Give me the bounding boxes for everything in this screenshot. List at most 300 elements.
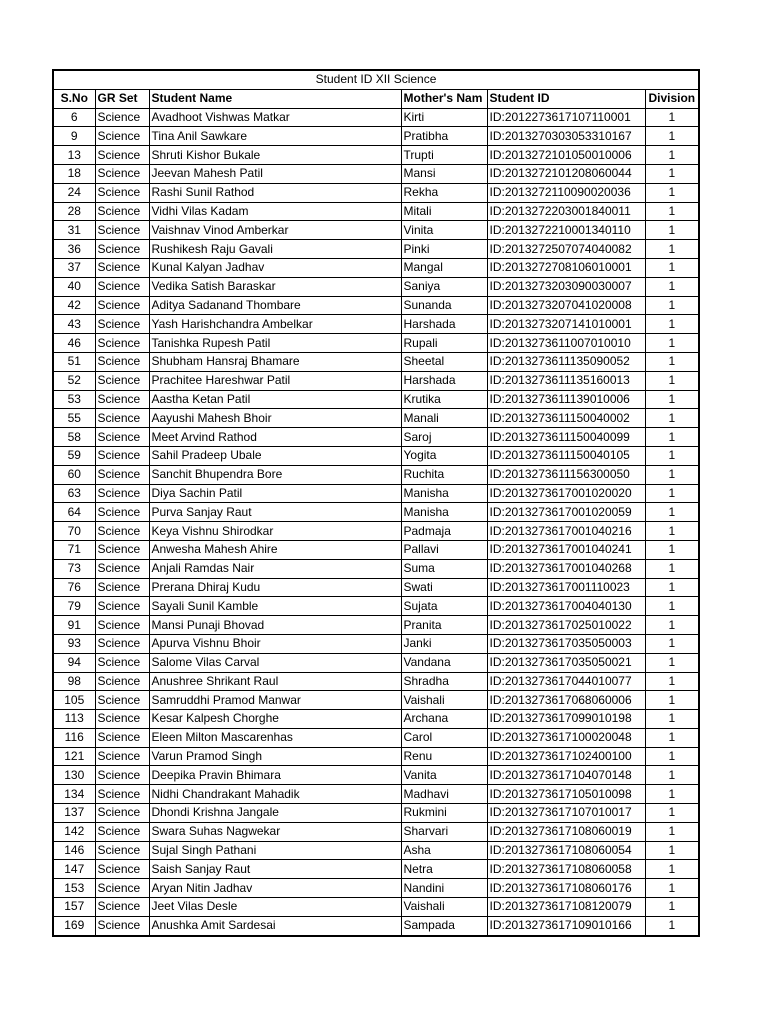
cell-division[interactable]: 1 — [645, 559, 699, 578]
cell-gr-set[interactable]: Science — [95, 503, 149, 522]
cell-gr-set[interactable]: Science — [95, 898, 149, 917]
cell-mother-name[interactable]: Harshada — [401, 315, 487, 334]
cell-student-id[interactable]: ID:2013272507074040082 — [487, 240, 645, 259]
cell-mother-name[interactable]: Rekha — [401, 183, 487, 202]
cell-gr-set[interactable]: Science — [95, 822, 149, 841]
cell-student-name[interactable]: Jeevan Mahesh Patil — [149, 164, 401, 183]
cell-sno[interactable]: 169 — [53, 916, 95, 935]
cell-sno[interactable]: 42 — [53, 296, 95, 315]
table-row — [53, 616, 699, 635]
cell-student-id[interactable]: ID:2013273617108060054 — [487, 841, 645, 860]
cell-mother-name[interactable]: Ruchita — [401, 465, 487, 484]
cell-division[interactable]: 1 — [645, 597, 699, 616]
cell-student-id[interactable]: ID:2013273617044010077 — [487, 672, 645, 691]
cell-division[interactable]: 1 — [645, 616, 699, 635]
table-row — [53, 653, 699, 672]
cell-student-name[interactable]: Meet Arvind Rathod — [149, 428, 401, 447]
cell-sno[interactable]: 40 — [53, 277, 95, 296]
cell-mother-name[interactable]: Manisha — [401, 503, 487, 522]
cell-gr-set[interactable]: Science — [95, 616, 149, 635]
cell-mother-name[interactable]: Shradha — [401, 672, 487, 691]
cell-gr-set[interactable]: Science — [95, 785, 149, 804]
cell-sno[interactable]: 36 — [53, 240, 95, 259]
cell-division[interactable]: 1 — [645, 484, 699, 503]
cell-division[interactable]: 1 — [645, 898, 699, 917]
cell-division[interactable]: 1 — [645, 164, 699, 183]
table-row — [53, 860, 699, 879]
cell-student-id[interactable]: ID:2013273617108060019 — [487, 822, 645, 841]
cell-sno[interactable]: 116 — [53, 728, 95, 747]
cell-sno[interactable]: 73 — [53, 559, 95, 578]
cell-mother-name[interactable]: Madhavi — [401, 785, 487, 804]
cell-gr-set[interactable]: Science — [95, 371, 149, 390]
header-gr-set[interactable]: GR Set — [95, 89, 149, 108]
cell-gr-set[interactable]: Science — [95, 240, 149, 259]
table-row — [53, 522, 699, 541]
cell-mother-name[interactable]: Asha — [401, 841, 487, 860]
cell-student-id[interactable]: ID:2013273617001020020 — [487, 484, 645, 503]
cell-student-id[interactable]: ID:2013273617001020059 — [487, 503, 645, 522]
cell-gr-set[interactable]: Science — [95, 390, 149, 409]
cell-mother-name[interactable]: Saniya — [401, 277, 487, 296]
cell-student-name[interactable]: Anjali Ramdas Nair — [149, 559, 401, 578]
cell-mother-name[interactable]: Sujata — [401, 597, 487, 616]
cell-mother-name[interactable]: Swati — [401, 578, 487, 597]
cell-student-name[interactable]: Shruti Kishor Bukale — [149, 146, 401, 165]
cell-division[interactable]: 1 — [645, 146, 699, 165]
cell-student-name[interactable]: Tanishka Rupesh Patil — [149, 334, 401, 353]
table-row — [53, 804, 699, 823]
cell-student-id[interactable]: ID:2013273617108060058 — [487, 860, 645, 879]
cell-division[interactable]: 1 — [645, 202, 699, 221]
cell-sno[interactable]: 37 — [53, 258, 95, 277]
cell-student-name[interactable]: Apurva Vishnu Bhoir — [149, 634, 401, 653]
cell-mother-name[interactable]: Archana — [401, 710, 487, 729]
cell-division[interactable]: 1 — [645, 503, 699, 522]
cell-division[interactable]: 1 — [645, 879, 699, 898]
cell-division[interactable]: 1 — [645, 409, 699, 428]
title-row — [53, 70, 699, 89]
cell-student-name[interactable]: Vaishnav Vinod Amberkar — [149, 221, 401, 240]
cell-sno[interactable]: 137 — [53, 804, 95, 823]
cell-sno[interactable]: 63 — [53, 484, 95, 503]
cell-student-id[interactable]: ID:2013273611150040105 — [487, 446, 645, 465]
cell-division[interactable]: 1 — [645, 183, 699, 202]
cell-gr-set[interactable]: Science — [95, 108, 149, 127]
table-row — [53, 446, 699, 465]
cell-student-name[interactable]: Yash Harishchandra Ambelkar — [149, 315, 401, 334]
table-row — [53, 183, 699, 202]
cell-mother-name[interactable]: Mitali — [401, 202, 487, 221]
header-mother-name[interactable]: Mother's Nam — [401, 89, 487, 108]
cell-sno[interactable]: 91 — [53, 616, 95, 635]
cell-student-id[interactable]: ID:2013273617035050021 — [487, 653, 645, 672]
cell-division[interactable]: 1 — [645, 108, 699, 127]
table-row — [53, 785, 699, 804]
cell-student-id[interactable]: ID:2013273617001040216 — [487, 522, 645, 541]
cell-sno[interactable]: 79 — [53, 597, 95, 616]
cell-student-id[interactable]: ID:2013272708106010001 — [487, 258, 645, 277]
cell-division[interactable]: 1 — [645, 240, 699, 259]
cell-sno[interactable]: 105 — [53, 691, 95, 710]
cell-student-id[interactable]: ID:2013273611007010010 — [487, 334, 645, 353]
cell-student-name[interactable]: Prerana Dhiraj Kudu — [149, 578, 401, 597]
cell-student-id[interactable]: ID:2013273617104070148 — [487, 766, 645, 785]
cell-sno[interactable]: 94 — [53, 653, 95, 672]
table-row — [53, 728, 699, 747]
cell-sno[interactable]: 53 — [53, 390, 95, 409]
table-body — [53, 108, 699, 936]
table-row — [53, 879, 699, 898]
cell-sno[interactable]: 46 — [53, 334, 95, 353]
cell-student-name[interactable]: Anushka Amit Sardesai — [149, 916, 401, 935]
table-row — [53, 108, 699, 127]
table-row — [53, 428, 699, 447]
cell-mother-name[interactable]: Manisha — [401, 484, 487, 503]
cell-sno[interactable]: 147 — [53, 860, 95, 879]
cell-student-id[interactable]: ID:2013273203090030007 — [487, 277, 645, 296]
cell-sno[interactable]: 60 — [53, 465, 95, 484]
cell-sno[interactable]: 52 — [53, 371, 95, 390]
table-row — [53, 352, 699, 371]
cell-mother-name[interactable]: Sampada — [401, 916, 487, 935]
cell-student-id[interactable]: ID:2013272203001840011 — [487, 202, 645, 221]
cell-mother-name[interactable]: Vaishali — [401, 691, 487, 710]
cell-division[interactable]: 1 — [645, 296, 699, 315]
cell-gr-set[interactable]: Science — [95, 653, 149, 672]
cell-student-id[interactable]: ID:2013273617001110023 — [487, 578, 645, 597]
cell-student-name[interactable]: Kesar Kalpesh Chorghe — [149, 710, 401, 729]
cell-student-name[interactable]: Sayali Sunil Kamble — [149, 597, 401, 616]
cell-mother-name[interactable]: Kirti — [401, 108, 487, 127]
cell-gr-set[interactable]: Science — [95, 146, 149, 165]
cell-student-name[interactable]: Eleen Milton Mascarenhas — [149, 728, 401, 747]
table-row — [53, 634, 699, 653]
cell-division[interactable]: 1 — [645, 465, 699, 484]
cell-student-id[interactable]: ID:2013273617108120079 — [487, 898, 645, 917]
cell-division[interactable]: 1 — [645, 334, 699, 353]
cell-mother-name[interactable]: Mangal — [401, 258, 487, 277]
cell-division[interactable]: 1 — [645, 634, 699, 653]
cell-student-name[interactable]: Saish Sanjay Raut — [149, 860, 401, 879]
cell-student-id[interactable]: ID:2013273617105010098 — [487, 785, 645, 804]
cell-sno[interactable]: 146 — [53, 841, 95, 860]
cell-division[interactable]: 1 — [645, 804, 699, 823]
cell-sno[interactable]: 130 — [53, 766, 95, 785]
cell-student-id[interactable]: ID:2013273617004040130 — [487, 597, 645, 616]
cell-sno[interactable]: 76 — [53, 578, 95, 597]
cell-student-id[interactable]: ID:2013272101208060044 — [487, 164, 645, 183]
cell-gr-set[interactable]: Science — [95, 916, 149, 935]
cell-student-name[interactable]: Deepika Pravin Bhimara — [149, 766, 401, 785]
cell-student-id[interactable]: ID:2013273611135160013 — [487, 371, 645, 390]
cell-mother-name[interactable]: Mansi — [401, 164, 487, 183]
cell-student-name[interactable]: Prachitee Hareshwar Patil — [149, 371, 401, 390]
cell-student-name[interactable]: Sahil Pradeep Ubale — [149, 446, 401, 465]
cell-student-id[interactable]: ID:2013273617102400100 — [487, 747, 645, 766]
cell-student-name[interactable]: Vedika Satish Baraskar — [149, 277, 401, 296]
cell-student-name[interactable]: Anushree Shrikant Raul — [149, 672, 401, 691]
cell-gr-set[interactable]: Science — [95, 352, 149, 371]
cell-student-id[interactable]: ID:2013272210001340110 — [487, 221, 645, 240]
cell-sno[interactable]: 134 — [53, 785, 95, 804]
table-row — [53, 766, 699, 785]
table-row — [53, 371, 699, 390]
cell-gr-set[interactable]: Science — [95, 183, 149, 202]
cell-sno[interactable]: 121 — [53, 747, 95, 766]
cell-division[interactable]: 1 — [645, 371, 699, 390]
cell-division[interactable]: 1 — [645, 841, 699, 860]
cell-mother-name[interactable]: Rupali — [401, 334, 487, 353]
cell-mother-name[interactable]: Carol — [401, 728, 487, 747]
cell-student-name[interactable]: Aastha Ketan Patil — [149, 390, 401, 409]
cell-student-name[interactable]: Rushikesh Raju Gavali — [149, 240, 401, 259]
cell-student-name[interactable]: Vidhi Vilas Kadam — [149, 202, 401, 221]
cell-mother-name[interactable]: Nandini — [401, 879, 487, 898]
cell-mother-name[interactable]: Manali — [401, 409, 487, 428]
table-row — [53, 898, 699, 917]
cell-sno[interactable]: 70 — [53, 522, 95, 541]
cell-gr-set[interactable]: Science — [95, 540, 149, 559]
cell-division[interactable]: 1 — [645, 352, 699, 371]
cell-student-name[interactable]: Anwesha Mahesh Ahire — [149, 540, 401, 559]
cell-division[interactable]: 1 — [645, 315, 699, 334]
cell-student-name[interactable]: Samruddhi Pramod Manwar — [149, 691, 401, 710]
cell-student-id[interactable]: ID:2013273617108060176 — [487, 879, 645, 898]
cell-student-name[interactable]: Dhondi Krishna Jangale — [149, 804, 401, 823]
cell-division[interactable]: 1 — [645, 766, 699, 785]
cell-student-name[interactable]: Rashi Sunil Rathod — [149, 183, 401, 202]
cell-gr-set[interactable]: Science — [95, 334, 149, 353]
cell-mother-name[interactable]: Vaishali — [401, 898, 487, 917]
cell-gr-set[interactable]: Science — [95, 710, 149, 729]
header-sno[interactable]: S.No — [53, 89, 95, 108]
cell-sno[interactable]: 64 — [53, 503, 95, 522]
header-student-id[interactable]: Student ID — [487, 89, 645, 108]
header-student-name[interactable]: Student Name — [149, 89, 401, 108]
cell-gr-set[interactable]: Science — [95, 164, 149, 183]
cell-student-id[interactable]: ID:2013273617099010198 — [487, 710, 645, 729]
cell-gr-set[interactable]: Science — [95, 747, 149, 766]
cell-sno[interactable]: 51 — [53, 352, 95, 371]
cell-student-name[interactable]: Keya Vishnu Shirodkar — [149, 522, 401, 541]
cell-gr-set[interactable]: Science — [95, 428, 149, 447]
cell-student-id[interactable]: ID:2013272110090020036 — [487, 183, 645, 202]
cell-gr-set[interactable]: Science — [95, 522, 149, 541]
cell-sno[interactable]: 153 — [53, 879, 95, 898]
cell-student-name[interactable]: Mansi Punaji Bhovad — [149, 616, 401, 635]
cell-student-name[interactable]: Sanchit Bhupendra Bore — [149, 465, 401, 484]
cell-division[interactable]: 1 — [645, 785, 699, 804]
cell-sno[interactable]: 157 — [53, 898, 95, 917]
cell-mother-name[interactable]: Yogita — [401, 446, 487, 465]
cell-gr-set[interactable]: Science — [95, 484, 149, 503]
cell-student-id[interactable]: ID:2013270303053310167 — [487, 127, 645, 146]
cell-mother-name[interactable]: Pallavi — [401, 540, 487, 559]
cell-gr-set[interactable]: Science — [95, 804, 149, 823]
cell-gr-set[interactable]: Science — [95, 597, 149, 616]
cell-gr-set[interactable]: Science — [95, 634, 149, 653]
cell-student-id[interactable]: ID:2013273611150040099 — [487, 428, 645, 447]
table-row — [53, 559, 699, 578]
cell-gr-set[interactable]: Science — [95, 559, 149, 578]
cell-student-name[interactable]: Varun Pramod Singh — [149, 747, 401, 766]
table-row — [53, 672, 699, 691]
cell-division[interactable]: 1 — [645, 578, 699, 597]
cell-student-name[interactable]: Salome Vilas Carval — [149, 653, 401, 672]
cell-student-id[interactable]: ID:2013273617109010166 — [487, 916, 645, 935]
cell-student-id[interactable]: ID:2013273611139010006 — [487, 390, 645, 409]
cell-division[interactable]: 1 — [645, 221, 699, 240]
cell-mother-name[interactable]: Sharvari — [401, 822, 487, 841]
cell-mother-name[interactable]: Pranita — [401, 616, 487, 635]
cell-division[interactable]: 1 — [645, 653, 699, 672]
cell-sno[interactable]: 6 — [53, 108, 95, 127]
cell-gr-set[interactable]: Science — [95, 409, 149, 428]
cell-student-name[interactable]: Purva Sanjay Raut — [149, 503, 401, 522]
cell-student-name[interactable]: Tina Anil Sawkare — [149, 127, 401, 146]
table-row — [53, 390, 699, 409]
cell-division[interactable]: 1 — [645, 127, 699, 146]
cell-gr-set[interactable]: Science — [95, 296, 149, 315]
cell-mother-name[interactable]: Vinita — [401, 221, 487, 240]
cell-student-id[interactable]: ID:2013273207141010001 — [487, 315, 645, 334]
cell-sno[interactable]: 31 — [53, 221, 95, 240]
table-row — [53, 221, 699, 240]
cell-mother-name[interactable]: Harshada — [401, 371, 487, 390]
cell-student-id[interactable]: ID:2013273611135090052 — [487, 352, 645, 371]
cell-division[interactable]: 1 — [645, 747, 699, 766]
cell-student-name[interactable]: Diya Sachin Patil — [149, 484, 401, 503]
cell-division[interactable]: 1 — [645, 258, 699, 277]
cell-gr-set[interactable]: Science — [95, 728, 149, 747]
cell-gr-set[interactable]: Science — [95, 860, 149, 879]
cell-student-name[interactable]: Avadhoot Vishwas Matkar — [149, 108, 401, 127]
cell-student-id[interactable]: ID:2013272101050010006 — [487, 146, 645, 165]
cell-student-name[interactable]: Swara Suhas Nagwekar — [149, 822, 401, 841]
cell-division[interactable]: 1 — [645, 916, 699, 935]
cell-sno[interactable]: 71 — [53, 540, 95, 559]
cell-student-id[interactable]: ID:2013273617001040268 — [487, 559, 645, 578]
cell-sno[interactable]: 98 — [53, 672, 95, 691]
cell-mother-name[interactable]: Vandana — [401, 653, 487, 672]
cell-gr-set[interactable]: Science — [95, 258, 149, 277]
cell-sno[interactable]: 113 — [53, 710, 95, 729]
cell-gr-set[interactable]: Science — [95, 691, 149, 710]
cell-division[interactable]: 1 — [645, 672, 699, 691]
cell-division[interactable]: 1 — [645, 691, 699, 710]
cell-gr-set[interactable]: Science — [95, 127, 149, 146]
cell-mother-name[interactable]: Renu — [401, 747, 487, 766]
sheet-title[interactable]: Student ID XII Science — [53, 70, 699, 89]
cell-student-name[interactable]: Sujal Singh Pathani — [149, 841, 401, 860]
cell-gr-set[interactable]: Science — [95, 766, 149, 785]
cell-sno[interactable]: 18 — [53, 164, 95, 183]
cell-mother-name[interactable]: Rukmini — [401, 804, 487, 823]
cell-student-name[interactable]: Nidhi Chandrakant Mahadik — [149, 785, 401, 804]
cell-division[interactable]: 1 — [645, 390, 699, 409]
cell-student-id[interactable]: ID:2013273611150040002 — [487, 409, 645, 428]
table-row — [53, 597, 699, 616]
cell-student-id[interactable]: ID:2013273617107010017 — [487, 804, 645, 823]
cell-student-id[interactable]: ID:2012273617107110001 — [487, 108, 645, 127]
cell-sno[interactable]: 28 — [53, 202, 95, 221]
cell-gr-set[interactable]: Science — [95, 277, 149, 296]
cell-student-id[interactable]: ID:2013273617035050003 — [487, 634, 645, 653]
cell-mother-name[interactable]: Suma — [401, 559, 487, 578]
table-row — [53, 146, 699, 165]
cell-division[interactable]: 1 — [645, 428, 699, 447]
cell-mother-name[interactable]: Sunanda — [401, 296, 487, 315]
cell-sno[interactable]: 93 — [53, 634, 95, 653]
cell-student-name[interactable]: Kunal Kalyan Jadhav — [149, 258, 401, 277]
cell-mother-name[interactable]: Saroj — [401, 428, 487, 447]
cell-division[interactable]: 1 — [645, 446, 699, 465]
cell-mother-name[interactable]: Pinki — [401, 240, 487, 259]
cell-division[interactable]: 1 — [645, 822, 699, 841]
cell-sno[interactable]: 55 — [53, 409, 95, 428]
cell-division[interactable]: 1 — [645, 728, 699, 747]
cell-division[interactable]: 1 — [645, 277, 699, 296]
cell-gr-set[interactable]: Science — [95, 672, 149, 691]
cell-gr-set[interactable]: Science — [95, 578, 149, 597]
cell-student-id[interactable]: ID:2013273611156300050 — [487, 465, 645, 484]
cell-sno[interactable]: 142 — [53, 822, 95, 841]
cell-gr-set[interactable]: Science — [95, 841, 149, 860]
cell-sno[interactable]: 59 — [53, 446, 95, 465]
cell-sno[interactable]: 58 — [53, 428, 95, 447]
cell-student-id[interactable]: ID:2013273617100020048 — [487, 728, 645, 747]
cell-student-name[interactable]: Aayushi Mahesh Bhoir — [149, 409, 401, 428]
cell-student-name[interactable]: Shubham Hansraj Bhamare — [149, 352, 401, 371]
cell-mother-name[interactable]: Pratibha — [401, 127, 487, 146]
cell-division[interactable]: 1 — [645, 522, 699, 541]
cell-sno[interactable]: 13 — [53, 146, 95, 165]
cell-gr-set[interactable]: Science — [95, 202, 149, 221]
cell-mother-name[interactable]: Padmaja — [401, 522, 487, 541]
cell-sno[interactable]: 9 — [53, 127, 95, 146]
cell-mother-name[interactable]: Sheetal — [401, 352, 487, 371]
table-row — [53, 164, 699, 183]
cell-gr-set[interactable]: Science — [95, 879, 149, 898]
cell-student-id[interactable]: ID:2013273617001040241 — [487, 540, 645, 559]
cell-division[interactable]: 1 — [645, 710, 699, 729]
cell-sno[interactable]: 43 — [53, 315, 95, 334]
cell-gr-set[interactable]: Science — [95, 221, 149, 240]
cell-mother-name[interactable]: Krutika — [401, 390, 487, 409]
table-row — [53, 710, 699, 729]
cell-gr-set[interactable]: Science — [95, 315, 149, 334]
cell-student-id[interactable]: ID:2013273617025010022 — [487, 616, 645, 635]
cell-mother-name[interactable]: Janki — [401, 634, 487, 653]
cell-student-name[interactable]: Aditya Sadanand Thombare — [149, 296, 401, 315]
cell-gr-set[interactable]: Science — [95, 465, 149, 484]
cell-student-id[interactable]: ID:2013273617068060006 — [487, 691, 645, 710]
table-row — [53, 822, 699, 841]
header-division[interactable]: Division — [645, 89, 699, 108]
cell-mother-name[interactable]: Netra — [401, 860, 487, 879]
table-row — [53, 916, 699, 935]
cell-student-id[interactable]: ID:2013273207041020008 — [487, 296, 645, 315]
cell-mother-name[interactable]: Trupti — [401, 146, 487, 165]
cell-division[interactable]: 1 — [645, 540, 699, 559]
cell-sno[interactable]: 24 — [53, 183, 95, 202]
cell-division[interactable]: 1 — [645, 860, 699, 879]
cell-student-name[interactable]: Jeet Vilas Desle — [149, 898, 401, 917]
cell-gr-set[interactable]: Science — [95, 446, 149, 465]
cell-student-name[interactable]: Aryan Nitin Jadhav — [149, 879, 401, 898]
cell-mother-name[interactable]: Vanita — [401, 766, 487, 785]
